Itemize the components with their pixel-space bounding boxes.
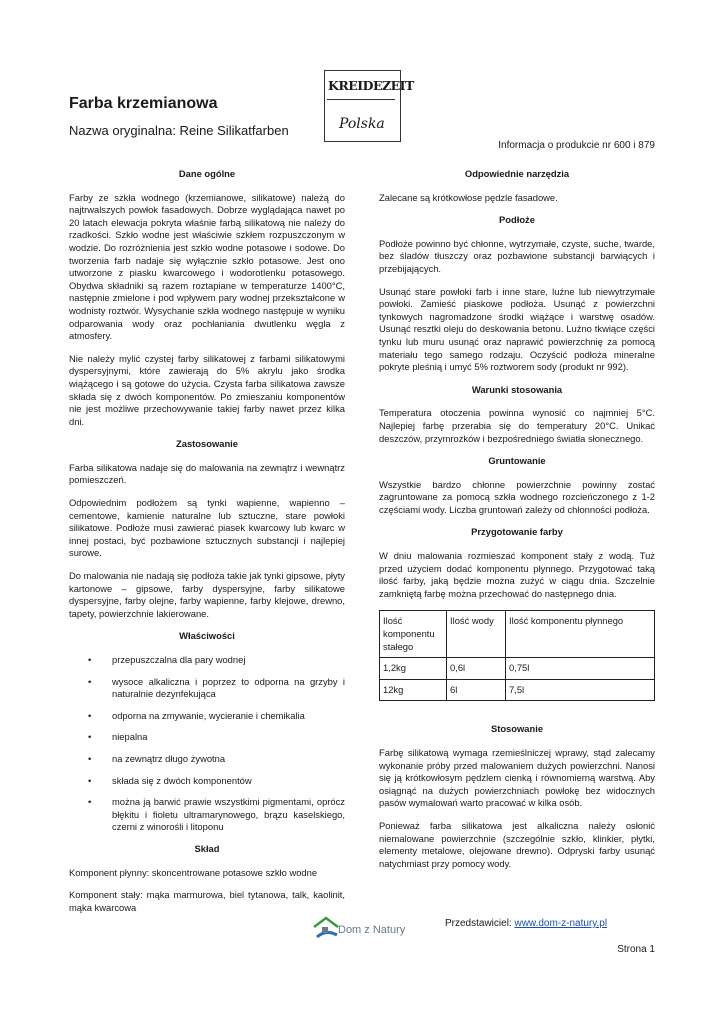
footer-logo-text: Dom z Natury — [338, 924, 406, 936]
paragraph: Podłoże powinno być chłonne, wytrzymałe, czyste, suche, twarde, bez śladów tłuszczy oraz pozbawione substancji barwiących i przebijających. — [379, 237, 655, 274]
table-header-row — [380, 611, 655, 658]
document-title: Farba krzemianowa — [69, 95, 218, 112]
list-item: • przepuszczalna dla pary wodnej — [88, 654, 246, 665]
bullet-icon: • — [88, 675, 92, 687]
section-heading-stosowanie: Stosowanie — [490, 723, 544, 735]
paragraph: Odpowiednim podłożem są tynki wapienne, wapienno – cementowe, kamienie naturalne lub sztuczne, stare powłoki silikatowe. Podłoże musi zawierać piasek kwarcowy lub kwarc w innej postaci, być pozbawione sztucznych substancji i najlepiej surowe. — [69, 497, 345, 559]
bullet-icon: • — [88, 654, 92, 665]
website-link[interactable]: www.dom-z-natury.pl — [514, 918, 608, 929]
bullet-icon: • — [88, 709, 92, 721]
section-heading-narzedzia: Odpowiednie narzędzia — [464, 168, 570, 179]
product-info: Informacja o produkcie nr 600 i 879 — [498, 140, 655, 151]
paragraph: Komponent płynny: skoncentrowane potasowe szkło wodne — [69, 866, 318, 878]
table-cell: 6l — [447, 679, 506, 701]
bullet-icon: • — [88, 731, 92, 743]
paragraph: Farba silikatowa nadaje się do malowania na zewnątrz i wewnątrz pomieszczeń. — [69, 461, 345, 486]
properties-list — [69, 654, 345, 834]
list-item: • wysoce alkaliczna i poprzez to odporna na grzyby i naturalnie dezynfekująca — [88, 675, 345, 700]
document-subtitle: Nazwa oryginalna: Reine Silikatfarben — [69, 123, 289, 138]
paragraph: Wszystkie bardzo chłonne powierzchnie powinny zostać zagruntowane za pomocą szkła wodnego rozcieńczonego z 1-2 częściami wody. Liczba gruntowań zależy od chłonności podłoża. — [379, 478, 655, 515]
table-row — [380, 679, 655, 701]
paragraph: Ponieważ farba silikatowa jest alkaliczna należy osłonić niemalowane powierzchnie (szczególnie szkło, klinkier, płytki, elementy metalowe, olejowane drewno). Odpryski farby usunąć natychmiast przy pomocy wody. — [379, 819, 655, 869]
table-cell: 1,2kg — [380, 658, 447, 680]
list-item: • na zewnątrz długo żywotna — [88, 752, 226, 764]
paragraph: Farby ze szkła wodnego (krzemianowe, silikatowe) należą do najtrwalszych powłok fasadowych. Dobrze wyglądająca nawet po 20 latach elewacja pokryta właśnie farbą silikatową nie należy do rzadkości. Szkło wodne jest właściwie szkłem rozpuszczonym w wodzie. Do rozróżnienia jest szkło wodne potasowe i sodowe. Do tworzenia farb nadaje się wyłącznie szkło potasowe. Jest ono utworzone z piasku kwarcowego i wodorotlenku potasowego. Obydwa składniki są razem roztapiane w temperaturze 1400°C, następnie zmielone i pod wpływem pary wodnej przekształcone w wodnisty roztwór. Wysychanie szkła wodnego następuje w wyniku odparowania wody oraz pochłaniania dwutlenku węgla z atmosfery. — [69, 191, 345, 342]
table-row — [380, 658, 655, 680]
right-column — [379, 168, 655, 880]
logo-sub: Polska — [339, 116, 385, 132]
section-heading-wlasciwosci: Właściwości — [179, 630, 235, 642]
section-heading-podloze: Podłoże — [499, 214, 535, 226]
list-item: • niepalna — [88, 731, 148, 743]
table-header-cell: Ilość wody — [447, 611, 506, 658]
paragraph: Do malowania nie nadają się podłoża takie jak tynki gipsowe, płyty kartonowe – gipsowe, farby dyspersyjne, farby silikatowe dyspersyjne, farby olejne, farby wapienne, farby klejowe, drewno, tapety, powierzchnie lakierowane. — [69, 570, 345, 619]
section-heading-dane: Dane ogólne — [178, 168, 236, 179]
mixing-table — [379, 610, 655, 701]
bullet-icon: • — [88, 774, 92, 786]
representative — [445, 918, 607, 929]
representative-label: Przedstawiciel: — [445, 918, 515, 929]
paragraph: Zalecane są krótkowłose pędzle fasadowe. — [379, 191, 558, 203]
logo-name: KREIDEZEIT — [328, 78, 414, 93]
table-header-cell: Ilość komponentu płynnego — [506, 611, 655, 658]
bullet-icon: • — [88, 796, 92, 808]
paragraph: Farbę silikatową wymaga rzemieślniczej wprawy, stąd zalecamy wykonanie próby przed malowaniem dużych powierzchni. Nanosi się ją krótkowłosym pędzlem cienką i równomierną warstwą. Aby osiągnąć na dużych powierzchniach powłokę bez widocznych pasów wymalowań warto pracować w kilka osób. — [379, 747, 655, 809]
dom-z-natury-logo — [312, 915, 415, 941]
list-item: • składa się z dwóch komponentów — [88, 774, 252, 786]
bullet-icon: • — [88, 752, 92, 764]
kreidezeit-logo — [324, 70, 414, 142]
table-cell: 12kg — [380, 679, 447, 701]
table-cell: 0,6l — [447, 658, 506, 680]
section-heading-warunki: Warunki stosowania — [471, 383, 563, 395]
table-cell: 0,75l — [506, 658, 655, 680]
paragraph: Komponent stały: mąka marmurowa, biel tytanowa, talk, kaolinit, mąka kwarcowa — [69, 889, 345, 913]
paragraph: W dniu malowania rozmieszać komponent stały z wodą. Tuż przed użyciem dodać komponentu płynnego. Przygotować taką ilość farby, jaką będzie można zużyć w ciągu dnia. Szczelnie zamkniętą farbę można przechować do następnego dnia. — [379, 550, 655, 599]
paragraph: Temperatura otoczenia powinna wynosić co najmniej 5°C. Najlepiej farbę przerabia się do temperatury 20°C. Unikać deszczów, przymrozków i bezpośredniego światła słonecznego. — [379, 407, 655, 444]
section-heading-zastosowanie: Zastosowanie — [176, 438, 238, 450]
section-heading-gruntowanie: Gruntowanie — [488, 455, 546, 467]
section-heading-sklad: Skład — [194, 842, 220, 854]
left-column — [69, 168, 345, 924]
list-item: • odporna na zmywanie, wycieranie i chemikalia — [88, 709, 305, 721]
paragraph: Usunąć stare powłoki farb i inne stare, luźne lub niewytrzymałe powłoki. Zamieść piaskowe podłoża. Usunąć z powierzchni tynkowych nagromadzone środki wiążące i warstwę osadów. Usunąć resztki oleju do deskowania betonu. Luźno tkwiące części tynku lub muru usunąć oraz naprawić powierzchnię za pomocą materiału tego samego rodzaju. Oczyścić podłoża mineralne pokryte pleśnią i umyć 5% roztworem sody (produkt nr 992). — [379, 285, 655, 373]
table-header-cell: Ilość komponentu stałego — [380, 611, 447, 658]
section-heading-przygotowanie: Przygotowanie farby — [471, 526, 563, 538]
list-item: • można ją barwić prawie wszystkimi pigmentami, oprócz błękitu i fioletu ultramarynowego, brązu kaselskiego, czerni z winorośli i litoponu — [88, 796, 345, 833]
paragraph: Nie należy mylić czystej farby silikatowej z farbami silikatowymi dyspersyjnymi, które zawierają do 5% akrylu jako środka wiążącego i są gotowe do użycia. Czysta farba silikatowa zawsze składa się z dwóch komponentów. Po zmieszaniu komponentów nie jest możliwe przechowywanie takiej farby nawet przez kilka dni. — [69, 352, 345, 427]
table-cell: 7,5l — [506, 679, 655, 701]
page-number: Strona 1 — [617, 944, 655, 955]
